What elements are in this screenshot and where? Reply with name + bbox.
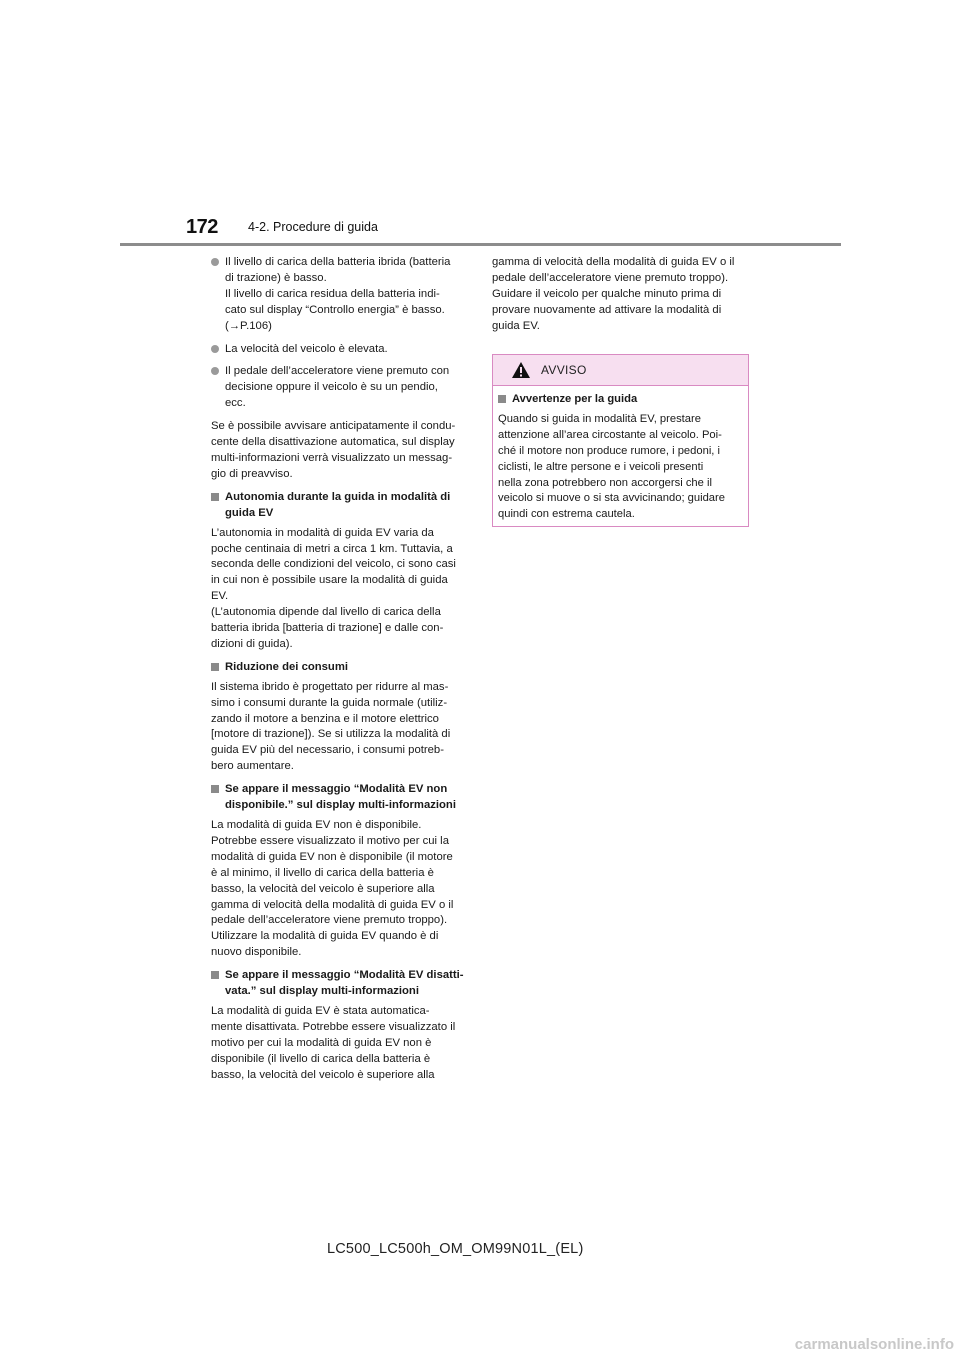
body-line: mente disattivata. Potrebbe essere visualizzato il	[211, 1020, 456, 1033]
warning-body	[493, 386, 748, 523]
intro-line: gio di preavviso.	[211, 467, 293, 480]
section-body	[211, 1004, 469, 1084]
body-line: poche centinaia di metri a circa 1 km. Tuttavia, a	[211, 542, 453, 555]
body-line: zando il motore a benzina e il motore elettrico	[211, 712, 439, 725]
body-line: seconda delle condizioni del veicolo, ci sono casi	[211, 558, 456, 571]
body-line: nuovo disponibile.	[211, 946, 302, 959]
body-line: guida EV più del necessario, i consumi potreb-	[211, 744, 444, 757]
continuation-line: guida EV.	[492, 319, 540, 332]
square-bullet-icon	[211, 663, 219, 671]
round-bullet-icon	[211, 345, 219, 353]
heading-line: vata.” sul display multi-informazioni	[225, 985, 419, 998]
heading-line: Riduzione dei consumi	[225, 660, 349, 673]
body-line: La modalità di guida EV non è disponibile.	[211, 819, 422, 831]
square-bullet-icon	[498, 395, 506, 403]
body-line: disponibile (il livello di carica della batteria è	[211, 1052, 431, 1065]
section-heading	[211, 660, 469, 676]
body-line: Il sistema ibrido è progettato per ridurre al mas-	[211, 680, 449, 693]
bullet-line: La velocità del veicolo è elevata.	[225, 342, 388, 355]
bullet-item	[211, 364, 469, 412]
square-bullet-icon	[211, 493, 219, 501]
warning-box	[492, 354, 749, 527]
body-line: bero aumentare.	[211, 760, 294, 773]
body-line: basso, la velocità del veicolo è superiore alla	[211, 882, 435, 895]
body-line: L’autonomia in modalità di guida EV varia da	[211, 526, 434, 539]
body-line: Utilizzare la modalità di guida EV quando è di	[211, 930, 439, 943]
body-line: modalità di guida EV non è disponibile (il motore	[211, 850, 453, 863]
document-code: LC500_LC500h_OM_OM99N01L_(EL)	[327, 1241, 584, 1257]
round-bullet-icon	[211, 258, 219, 266]
warning-line: nella zona potrebbero non accorgersi che il	[498, 476, 712, 489]
warning-text	[498, 412, 743, 523]
heading-line: Se appare il messaggio “Modalità EV non	[225, 783, 448, 796]
section-heading	[211, 968, 469, 1000]
intro-paragraph	[211, 419, 469, 483]
right-column	[492, 255, 750, 342]
intro-line: multi-informazioni verrà visualizzato un messag-	[211, 451, 453, 464]
body-line: è al minimo, il livello di carica della batteria è	[211, 866, 434, 879]
body-line: pedale dell’acceleratore viene premuto troppo).	[211, 914, 448, 927]
square-bullet-icon	[211, 971, 219, 979]
continuation-line: gamma di velocità della modalità di guida EV o il	[492, 256, 735, 268]
body-line: batteria ibrida [batteria di trazione] e dalle con-	[211, 622, 444, 635]
intro-line: Se è possibile avvisare anticipatamente il condu-	[211, 420, 456, 433]
heading-line: guida EV	[225, 506, 274, 519]
section-heading	[211, 490, 469, 522]
bullet-line: ecc.	[225, 397, 246, 410]
bullet-line: Il livello di carica residua della batteria indi-	[225, 287, 440, 300]
body-line: simo i consumi durante la guida normale (utiliz-	[211, 696, 448, 709]
warning-title: AVVISO	[541, 363, 587, 377]
page-number: 172	[186, 216, 218, 238]
section-body	[211, 526, 469, 653]
body-line: basso, la velocità del veicolo è superiore alla	[211, 1068, 435, 1081]
body-line: in cui non è possibile usare la modalità di guida	[211, 574, 448, 587]
body-line: Potrebbe essere visualizzato il motivo per cui la	[211, 834, 449, 847]
warning-line: quindi con estrema cautela.	[498, 508, 635, 521]
round-bullet-icon	[211, 367, 219, 375]
warning-line: ché il motore non produce rumore, i pedoni, i	[498, 444, 721, 457]
body-line: La modalità di guida EV è stata automatica-	[211, 1004, 430, 1017]
continuation-paragraph	[492, 255, 750, 335]
header-rule	[120, 243, 841, 246]
body-line: EV.	[211, 590, 229, 603]
bullet-item	[211, 255, 469, 335]
bullet-item	[211, 342, 469, 358]
warning-header	[493, 355, 748, 386]
continuation-line: pedale dell’acceleratore viene premuto troppo).	[492, 271, 729, 284]
warning-line: attenzione all’area circostante al veicolo. Poi-	[498, 428, 722, 441]
body-line: motivo per cui la modalità di guida EV non è	[211, 1036, 432, 1049]
body-line: dizioni di guida).	[211, 637, 293, 650]
warning-heading-text: Avvertenze per la guida	[512, 393, 638, 405]
bullet-line: di trazione) è basso.	[225, 271, 327, 284]
warning-line: Quando si guida in modalità EV, prestare	[498, 412, 701, 425]
body-line: (L’autonomia dipende dal livello di carica della	[211, 606, 441, 619]
bullet-line: cato sul display “Controllo energia” è basso.	[225, 303, 445, 316]
section-body	[211, 680, 469, 775]
warning-triangle-icon	[511, 361, 531, 384]
heading-line: Se appare il messaggio “Modalità EV disatti-	[225, 969, 464, 982]
warning-line: veicolo si muove o si sta avvicinando; guidare	[498, 492, 725, 505]
bullet-line: Il pedale dell’acceleratore viene premuto con	[225, 365, 450, 378]
warning-heading	[498, 392, 743, 408]
bullet-line: Il livello di carica della batteria ibrida (batteria	[225, 256, 451, 268]
body-line: gamma di velocità della modalità di guida EV o il	[211, 898, 454, 911]
section-heading	[211, 782, 469, 814]
warning-line: ciclisti, le altre persone e i veicoli presenti	[498, 460, 704, 473]
bullet-line: decisione oppure il veicolo è su un pendio,	[225, 381, 438, 394]
square-bullet-icon	[211, 785, 219, 793]
continuation-line: provare nuovamente ad attivare la modalità di	[492, 303, 722, 316]
heading-line: Autonomia durante la guida in modalità di	[225, 490, 451, 503]
section-body	[211, 818, 469, 961]
watermark: carmanualsonline.info	[794, 1336, 954, 1353]
continuation-line: Guidare il veicolo per qualche minuto prima di	[492, 287, 722, 300]
heading-line: disponibile.” sul display multi-informazioni	[225, 799, 456, 812]
bullet-line: (→P.106)	[225, 319, 272, 332]
intro-line: cente della disattivazione automatica, sul display	[211, 436, 455, 449]
left-column	[211, 255, 469, 1091]
section-title: 4-2. Procedure di guida	[248, 220, 378, 234]
body-line: [motore di trazione]). Se si utilizza la modalità di	[211, 728, 451, 741]
